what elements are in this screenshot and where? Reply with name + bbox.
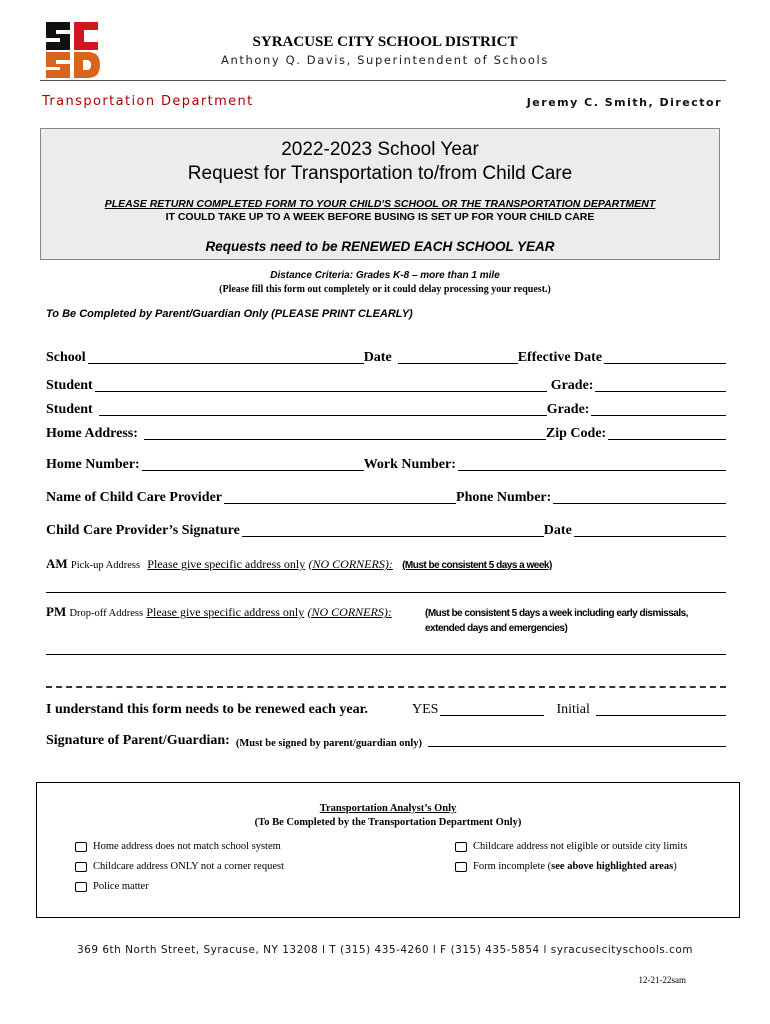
checkbox-icon[interactable] [455,862,467,872]
student-row-2 [46,398,726,418]
school-label: School [46,350,86,365]
checkbox-icon[interactable] [75,842,87,852]
effective-date-field[interactable] [604,349,726,364]
pm-label: PM [46,604,67,619]
check-label: Form incomplete ( [473,861,552,872]
pm-dropoff-row [46,604,436,620]
home-address-field[interactable] [144,425,546,440]
distance-criteria: Distance Criteria: Grades K-8 – more than 1 mile [270,270,500,281]
am-label: AM [46,556,68,571]
check-childcare-not-eligible[interactable] [455,841,687,852]
initial-label: Initial [556,702,590,717]
superintendent-line: Anthony Q. Davis, Superintendent of Schools [221,53,549,67]
fill-note: (Please fill this form out completely or it could delay processing your request.) [219,284,551,295]
provider-date-label: Date [543,523,572,538]
phone-number-label: Phone Number: [456,490,552,505]
am-consistent-note: (Must be consistent 5 days a week) [402,560,552,571]
grade-field-1[interactable] [595,377,726,392]
am-no-corners: (NO CORNERS): [308,557,393,571]
check-form-incomplete[interactable] [455,861,677,872]
pm-no-corners: (NO CORNERS): [307,605,392,619]
form-code: 12-21-22sam [638,975,686,985]
check-home-address-mismatch[interactable] [75,841,281,852]
check-label: Childcare address not eligible or outside city limits [473,841,688,852]
home-number-field[interactable] [142,456,364,471]
check-label: Childcare address ONLY not a corner request [93,861,284,872]
am-pickup-row [46,556,726,572]
check-label: Police matter [93,881,149,892]
provider-signature-field[interactable] [242,522,544,537]
provider-row [46,486,726,506]
check-label-bold: see above highlighted areas [551,861,674,872]
work-number-label: Work Number: [363,457,456,472]
parent-instructions: To Be Completed by Parent/Guardian Only (PLEASE PRINT CLEARLY) [46,308,413,320]
district-name: SYRACUSE CITY SCHOOL DISTRICT [252,34,518,50]
home-address-row [46,422,726,442]
student-field-1[interactable] [95,377,547,392]
school-field[interactable] [88,349,364,364]
form-title: Request for Transportation to/from Child Care [187,163,573,184]
renew-note: Requests need to be RENEWED EACH SCHOOL YEAR [205,239,555,254]
am-address-field[interactable] [46,592,726,593]
parent-signature-row [46,729,726,749]
provider-signature-row [46,519,726,539]
check-childcare-corner-request[interactable] [75,861,284,872]
checkbox-icon[interactable] [455,842,467,852]
checkbox-icon[interactable] [75,862,87,872]
effective-date-label: Effective Date [517,350,603,365]
header-divider [40,80,726,81]
date-label: Date [363,350,392,365]
student-label: Student [46,378,93,393]
parent-signature-label: Signature of Parent/Guardian: [46,733,230,748]
initial-field[interactable] [596,701,726,716]
yes-label: YES [412,702,439,717]
return-note: PLEASE RETURN COMPLETED FORM TO YOUR CHILD'S SCHOOL OR THE TRANSPORTATION DEPARTMENT [104,198,656,210]
pm-consistent-note: (Must be consistent 5 days a week including early dismissals, extended days and emergencies) [425,608,688,634]
pm-address-field[interactable] [46,654,726,655]
phone-number-field[interactable] [553,489,726,504]
student-row-1 [46,374,726,394]
zip-code-label: Zip Code: [545,426,607,441]
home-address-label: Home Address: [46,426,138,441]
grade-label: Grade: [546,402,590,417]
yes-field[interactable] [440,701,544,716]
wait-note: IT COULD TAKE UP TO A WEEK BEFORE BUSING IS SET UP FOR YOUR CHILD CARE [165,211,595,223]
provider-name-label: Name of Child Care Provider [46,490,223,505]
zip-code-field[interactable] [608,425,726,440]
home-number-label: Home Number: [46,457,140,472]
am-specific-address: Please give specific address only [147,557,306,571]
date-field[interactable] [398,349,518,364]
renewal-row [46,698,726,718]
student-label: Student [46,402,93,417]
title-box [40,128,720,260]
school-year-title: 2022-2023 School Year [281,139,479,160]
checkbox-icon[interactable] [75,882,87,892]
dashed-divider [46,686,726,688]
check-label-end: ) [673,861,677,872]
check-label: Home address does not match school system [93,841,281,852]
understand-text: I understand this form needs to be renewed each year. [46,702,368,717]
student-field-2[interactable] [99,401,547,416]
director-name: Jeremy C. Smith, Director [526,96,722,109]
phone-row [46,453,726,473]
check-police-matter[interactable] [75,881,149,892]
school-row [46,346,726,366]
parent-signature-field[interactable] [428,732,726,747]
parent-signature-note: (Must be signed by parent/guardian only) [235,738,423,749]
work-number-field[interactable] [458,456,726,471]
provider-date-field[interactable] [574,522,726,537]
provider-signature-label: Child Care Provider’s Signature [46,523,240,538]
office-subtitle: (To Be Completed by the Transportation Department Only) [254,817,522,828]
footer-address: 369 6th North Street, Syracuse, NY 13208 l T (315) 435-4260 l F (315) 435-5854 l syracusecityschools.com [77,944,693,956]
pm-specific-address: Please give specific address only [146,605,305,619]
pm-sub-label: Drop-off Address [69,608,144,619]
grade-label: Grade: [550,378,594,393]
am-sub-label: Pick-up Address [70,560,141,571]
office-title: Transportation Analyst’s Only [319,803,457,814]
provider-name-field[interactable] [224,489,456,504]
office-use-box [36,782,740,918]
grade-field-2[interactable] [591,401,726,416]
department-name: Transportation Department [42,94,254,109]
